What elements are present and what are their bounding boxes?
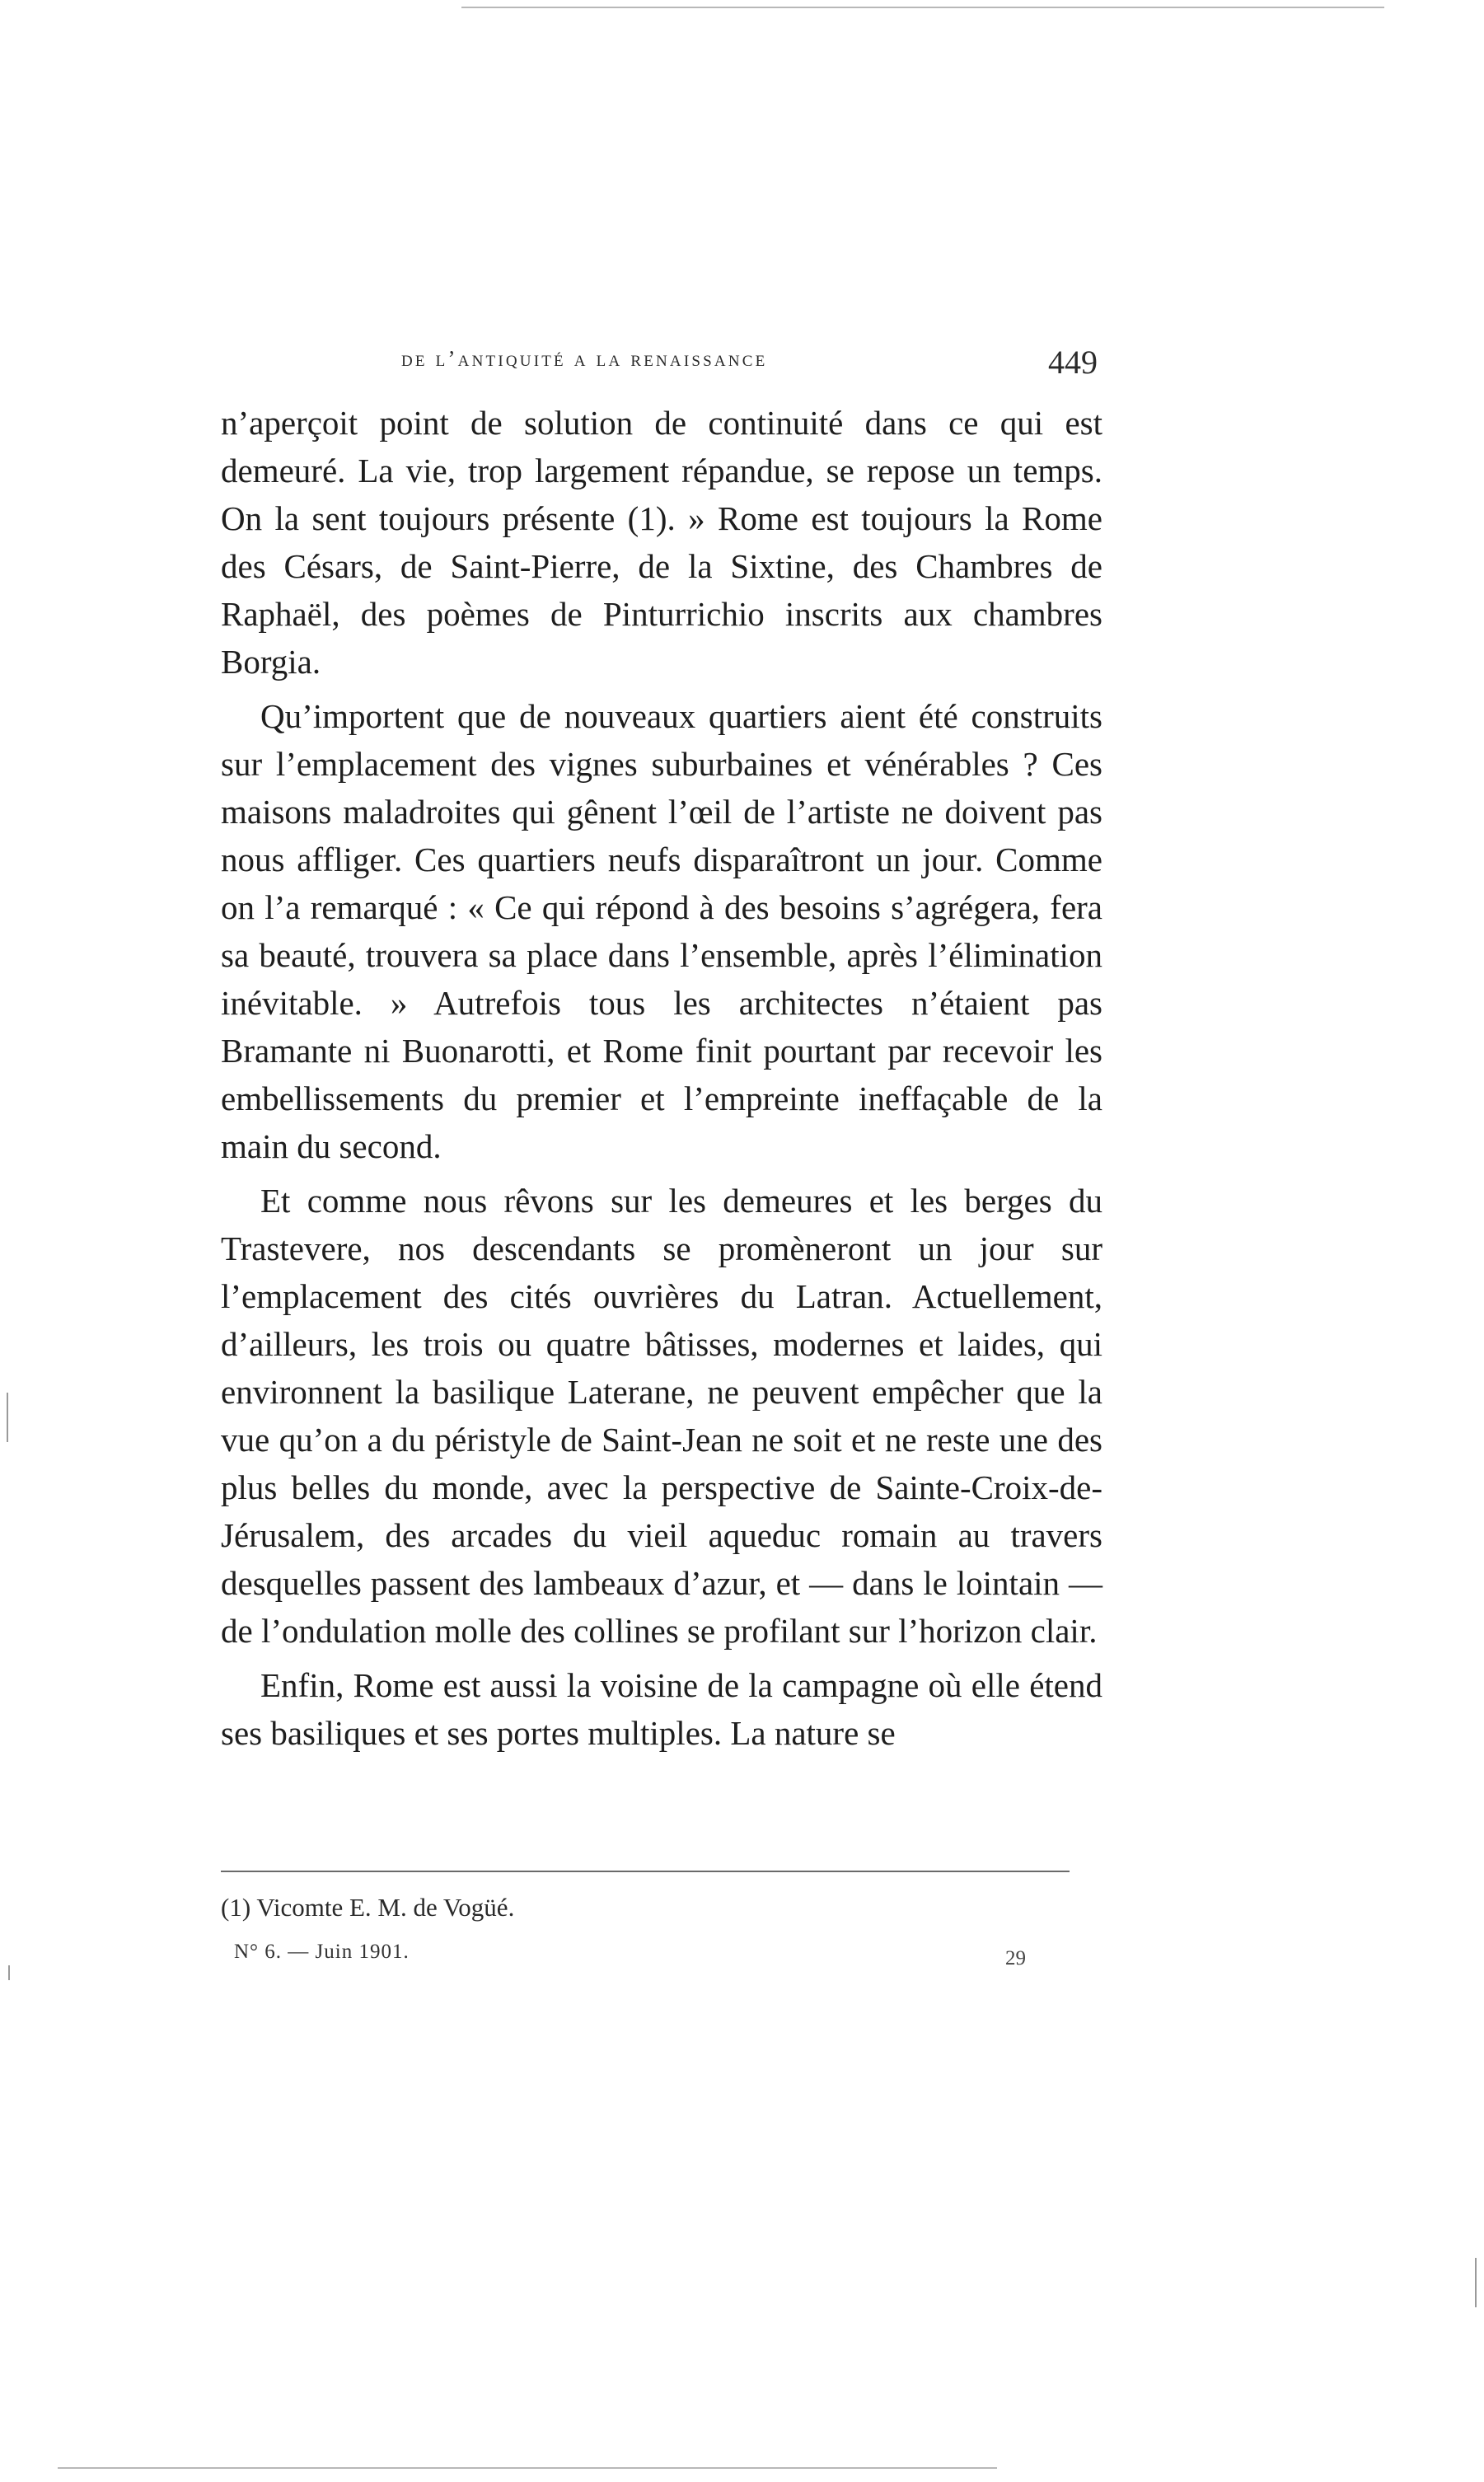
paragraph-2: Qu’importent que de nouveaux quartiers aient été construits sur l’emplacement des vignes suburbaines et vénérables ? Ces maisons maladroites qui gênent l’œil de l’artiste ne doivent pas nous affliger. Ces quartiers neufs disparaîtront un jour. Comme on l’a remarqué : « Ce qui répond à des besoins s’agrégera, fera sa beauté, trouvera sa place dans l’ensemble, après l’élimination inévitable. » Autrefois tous les architectes n’étaient pas Bramante ni Buonarotti, et Rome finit pourtant par recevoir les embellissements du premier et l’empreinte ineffaçable de la main du second. [221, 697, 1102, 1165]
paragraph-3: Et comme nous rêvons sur les demeures et les berges du Trastevere, nos descendants se promèneront un jour sur l’emplacement des cités ouvrières du Latran. Actuellement, d’ailleurs, les trois ou quatre bâtisses, modernes et laides, qui environnent la basilique Laterane, ne peuvent empêcher que la vue qu’on a du péristyle de Saint-Jean ne soit et ne reste une des plus belles du monde, avec la perspective de Sainte-Croix-de-Jérusalem, des arcades du vieil aqueduc romain au travers desquelles passent des lambeaux d’azur, et — dans le lointain — de l’ondulation molle des collines se profilant sur l’horizon clair. [221, 1182, 1102, 1650]
body-text [221, 399, 1102, 1757]
page-number: 449 [1048, 344, 1098, 381]
paragraph-1: n’aperçoit point de solution de continuité dans ce qui est demeuré. La vie, trop largement répandue, se repose un temps. On la sent toujours présente (1). » Rome est toujours la Rome des Césars, de Saint-Pierre, de la Sixtine, des Chambres de Raphaël, des poèmes de Pinturrichio inscrits aux chambres Borgia. [221, 404, 1102, 681]
scan-edge-top [461, 7, 1384, 8]
scan-margin-mark-left [7, 1393, 8, 1442]
running-title: de l’antiquité a la renaissance [401, 346, 768, 371]
scan-edge-bottom [58, 2467, 997, 2469]
paragraph-4: Enfin, Rome est aussi la voisine de la campagne où elle étend ses basiliques et ses portes multiples. La nature se [221, 1666, 1102, 1752]
footnote: (1) Vicomte E. M. de Vogüé. [221, 1893, 515, 1922]
footnote-rule [221, 1871, 1070, 1872]
scan-margin-mark-right [1475, 2258, 1477, 2307]
running-head [401, 338, 1106, 387]
signature-mark: 29 [1005, 1947, 1026, 1969]
imprint-line: N° 6. — Juin 1901. [234, 1941, 410, 1963]
scan-margin-mark-left-lower [8, 1965, 10, 1980]
